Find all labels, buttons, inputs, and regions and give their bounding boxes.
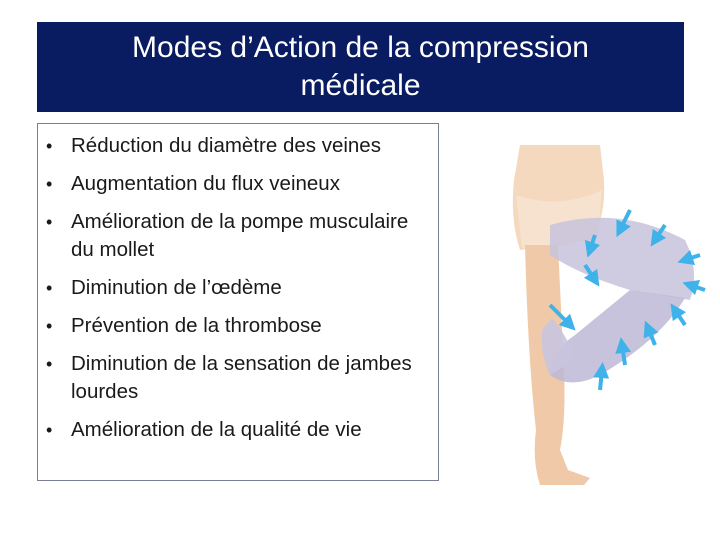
bullet-list (46, 132, 428, 444)
bullet-dot: • (46, 278, 53, 298)
bullet-text: Augmentation du flux veineux (71, 172, 340, 195)
bullet-dot: • (46, 174, 53, 194)
bullet-text: Prévention de la thrombose (71, 314, 322, 337)
bullet-item (46, 274, 428, 302)
bullet-text: Amélioration de la qualité de vie (71, 418, 362, 441)
bullet-dot: • (46, 354, 53, 374)
bullet-text: Amélioration de la pompe musculaire du mollet (71, 210, 409, 261)
bullet-dot: • (46, 136, 53, 156)
compression-arrow (675, 310, 685, 325)
compression-arrow (600, 370, 602, 390)
bullet-box (37, 123, 439, 481)
bullet-item (46, 208, 428, 264)
bullet-item (46, 132, 428, 160)
bullet-dot: • (46, 420, 53, 440)
bullet-dot: • (46, 212, 53, 232)
compressed-leg-illustration (480, 140, 710, 490)
title-banner (37, 22, 684, 112)
bullet-item (46, 170, 428, 198)
bullet-item (46, 350, 428, 406)
bullet-text: Diminution de la sensation de jambes lourdes (71, 352, 412, 403)
stocked-calf (550, 290, 685, 383)
bullet-dot: • (46, 316, 53, 336)
bullet-text: Diminution de l’œdème (71, 276, 282, 299)
bullet-item (46, 312, 428, 340)
slide-title: Modes d’Action de la compression médicale (132, 31, 589, 102)
bullet-item (46, 416, 428, 444)
bullet-text: Réduction du diamètre des veines (71, 134, 381, 157)
